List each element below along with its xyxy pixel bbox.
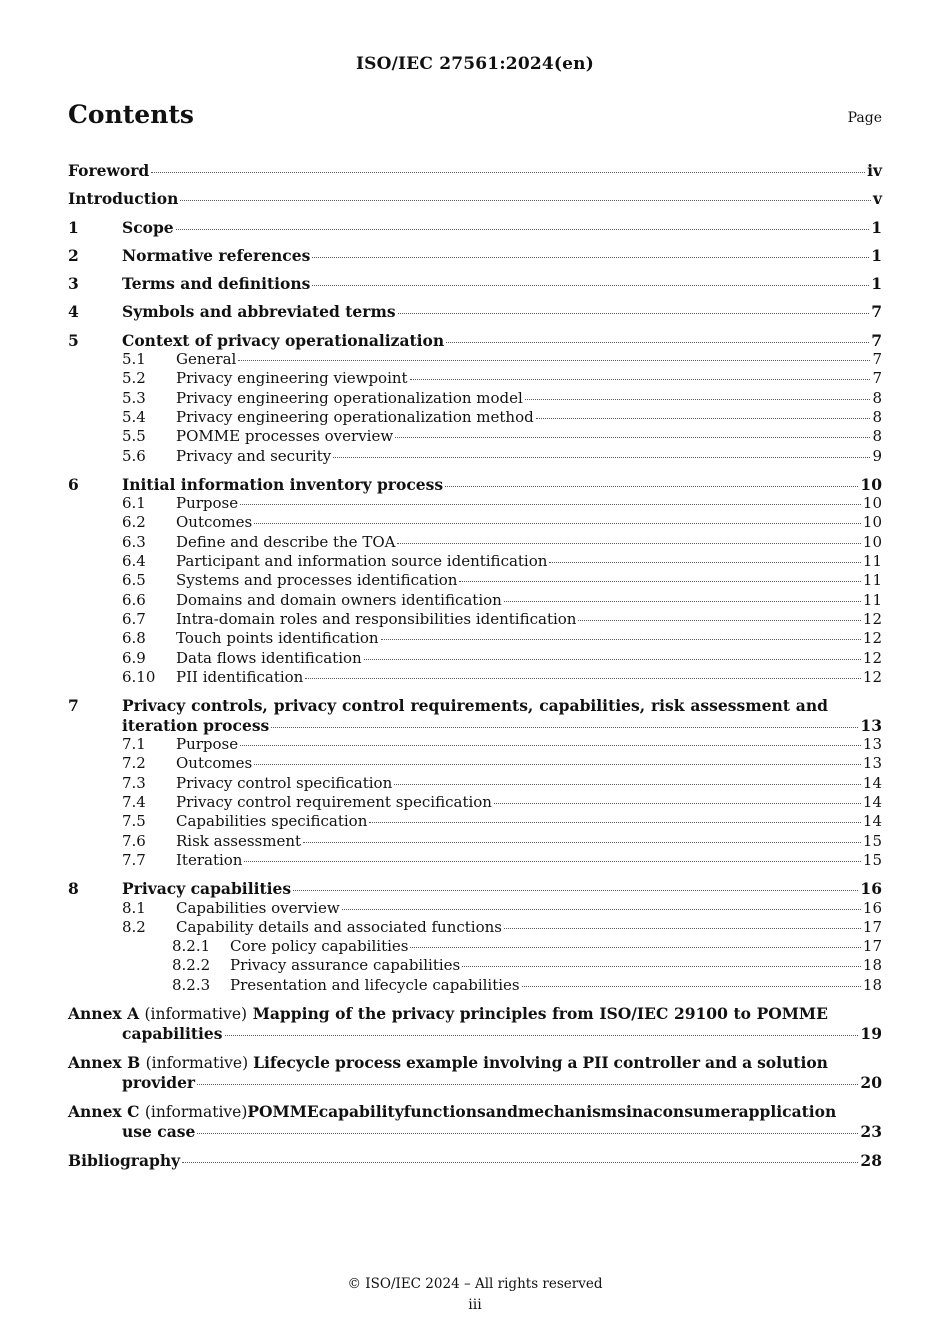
dot-leader xyxy=(151,172,865,173)
dot-leader xyxy=(244,861,860,862)
annex-label xyxy=(68,1102,247,1123)
toc-entry[interactable] xyxy=(68,218,882,237)
toc-entry[interactable] xyxy=(68,189,882,208)
toc-entry[interactable] xyxy=(68,350,882,369)
dot-leader xyxy=(254,764,861,765)
toc-entry[interactable] xyxy=(68,552,882,571)
toc-entry-page: 10 xyxy=(862,532,882,551)
toc-entry[interactable] xyxy=(68,735,882,754)
toc-entry-title: Purpose xyxy=(176,494,239,513)
dot-leader xyxy=(312,257,869,258)
title-word: requirements, xyxy=(410,696,534,716)
toc-entry-page: 9 xyxy=(872,446,882,465)
toc-entry-number: 3 xyxy=(68,274,79,294)
toc-entry-number: 7.5 xyxy=(122,812,146,831)
annex-letter: Annex A xyxy=(68,1003,140,1023)
toc-entry-page: 7 xyxy=(872,369,882,388)
toc-entry-page: 17 xyxy=(862,917,882,936)
toc-entry[interactable] xyxy=(68,668,882,687)
dot-leader xyxy=(504,928,861,929)
dot-leader xyxy=(240,504,861,505)
toc-entry-title: Intra-domain roles and responsibilities identification xyxy=(176,609,577,628)
dot-leader xyxy=(445,486,858,487)
toc-entry-title: Iteration xyxy=(176,850,243,869)
title-word: capabilities, xyxy=(539,696,646,716)
toc-entry-page: 7 xyxy=(871,330,882,350)
toc-entry-page: 1 xyxy=(871,245,882,265)
toc-entry-number: 6 xyxy=(68,474,79,494)
toc-entry-page: 16 xyxy=(860,879,882,899)
toc-entry-page: 1 xyxy=(871,217,882,237)
toc-entry[interactable] xyxy=(68,754,882,773)
title-word: Lifecycle xyxy=(253,1052,331,1072)
toc-entry-section-7[interactable] xyxy=(68,696,882,735)
toc-entry-title-line2 xyxy=(68,1122,882,1142)
dot-leader xyxy=(410,379,871,380)
title-word: a xyxy=(742,1052,753,1072)
toc-entry[interactable] xyxy=(68,774,882,793)
dot-leader xyxy=(369,822,861,823)
title-word: example xyxy=(406,1052,479,1072)
table-of-contents xyxy=(68,152,882,1170)
toc-entry-number: 7.2 xyxy=(122,754,146,773)
toc-entry[interactable] xyxy=(68,274,882,293)
dot-leader xyxy=(522,986,861,987)
title-word: controls, xyxy=(191,696,268,716)
dot-leader xyxy=(240,745,861,746)
title-word: ISO/IEC xyxy=(599,1003,669,1023)
title-word: Privacy xyxy=(122,696,186,716)
toc-entry-title: Systems and processes identification xyxy=(176,571,458,590)
toc-entry-title: Bibliography xyxy=(68,1150,181,1170)
toc-entry[interactable] xyxy=(68,369,882,388)
toc-entry-number: 4 xyxy=(68,302,79,322)
toc-entry-title: iteration process xyxy=(122,715,270,735)
toc-entry-page: 10 xyxy=(860,474,882,494)
toc-entry-number: 8.2 xyxy=(122,917,146,936)
toc-entry-title: Core policy capabilities xyxy=(230,937,409,956)
toc-entry-page: 11 xyxy=(862,590,882,609)
toc-entry-title: Capabilities overview xyxy=(176,898,340,917)
dot-leader xyxy=(312,285,869,286)
toc-entry[interactable] xyxy=(68,331,882,350)
title-word: involving xyxy=(483,1052,563,1072)
toc-entry-number: 7.7 xyxy=(122,850,146,869)
toc-entry-title: PII identification xyxy=(176,667,304,686)
toc-entry-page: 18 xyxy=(862,975,882,994)
dot-leader xyxy=(459,581,860,582)
dot-leader xyxy=(176,229,870,230)
toc-entry-title: Data flows identification xyxy=(176,648,362,667)
toc-entry-number: 7.3 xyxy=(122,773,146,792)
toc-entry-title: Presentation and lifecycle capabilities xyxy=(230,975,520,994)
dot-leader xyxy=(504,601,861,602)
annex-type: (informative) xyxy=(145,1053,249,1072)
dot-leader xyxy=(397,543,860,544)
title-word: from xyxy=(552,1003,594,1023)
toc-entry-title-line1 xyxy=(68,1102,882,1123)
toc-entry-number: 8.1 xyxy=(122,898,146,917)
toc-entry-page: 16 xyxy=(862,898,882,917)
toc-entry-title: POMME processes overview xyxy=(176,427,394,446)
toc-entry-page: 15 xyxy=(862,831,882,850)
title-word: to xyxy=(733,1003,751,1023)
toc-entry-number: 5.6 xyxy=(122,446,146,465)
toc-entry-number: 7.6 xyxy=(122,831,146,850)
toc-entry-page: iv xyxy=(867,161,882,180)
toc-entry[interactable] xyxy=(68,533,882,552)
dot-leader xyxy=(446,342,869,343)
toc-entry-page: 14 xyxy=(862,812,882,831)
dot-leader xyxy=(180,200,871,201)
toc-entry-page: 11 xyxy=(862,552,882,571)
toc-entry-number: 7.1 xyxy=(122,735,146,754)
toc-entry-page: 13 xyxy=(860,715,882,735)
title-word: solution xyxy=(757,1052,828,1072)
toc-entry-page: 20 xyxy=(860,1073,882,1093)
dot-leader xyxy=(462,966,861,967)
toc-entry[interactable] xyxy=(68,246,882,265)
toc-entry-page: 13 xyxy=(862,754,882,773)
toc-entry-title: Capabilities specification xyxy=(176,812,368,831)
toc-entry-title: Context of privacy operationalization xyxy=(122,330,445,350)
toc-entry-title: Participant and information source identification xyxy=(176,552,548,571)
dot-leader xyxy=(342,909,861,910)
dot-leader xyxy=(394,784,861,785)
toc-entry[interactable] xyxy=(68,408,882,427)
toc-entry[interactable] xyxy=(68,976,882,995)
copyright-footer: © ISO/IEC 2024 – All rights reserved xyxy=(347,1276,603,1292)
toc-entry-number: 1 xyxy=(68,217,79,237)
toc-entry-title: Outcomes xyxy=(176,513,253,532)
toc-entry-title: capabilities xyxy=(122,1024,223,1044)
toc-entry-page: 7 xyxy=(871,302,882,322)
document-header: ISO/IEC 27561:2024(en) xyxy=(355,54,594,74)
title-word: a xyxy=(643,1101,654,1121)
page-column-label: Page xyxy=(847,110,882,126)
toc-entry-number: 5.2 xyxy=(122,369,146,388)
toc-entry-title: General xyxy=(176,350,237,369)
toc-entry-number: 6.10 xyxy=(122,667,156,686)
annex-type: (informative) xyxy=(144,1004,248,1023)
toc-entry-page: 1 xyxy=(871,274,882,294)
toc-entry[interactable] xyxy=(68,956,882,975)
toc-entry-page: 15 xyxy=(862,850,882,869)
toc-entry-page: 12 xyxy=(862,667,882,686)
toc-entry-title: Privacy engineering operationalization model xyxy=(176,388,523,407)
toc-entry-number: 6.1 xyxy=(122,494,146,513)
toc-entry-page: 23 xyxy=(860,1122,882,1142)
title-word: and xyxy=(485,1101,518,1121)
toc-entry-page: 12 xyxy=(862,629,882,648)
title-word: functions xyxy=(403,1101,486,1121)
title-word: mechanisms xyxy=(517,1101,626,1121)
title-word: privacy xyxy=(273,696,337,716)
dot-leader xyxy=(536,418,871,419)
toc-entry[interactable] xyxy=(68,899,882,918)
toc-entry[interactable] xyxy=(68,649,882,668)
title-word: privacy xyxy=(391,1003,455,1023)
toc-entry-title: Capability details and associated functions xyxy=(176,917,502,936)
annex-letter: Annex C xyxy=(68,1101,140,1121)
dot-leader xyxy=(225,1035,859,1036)
toc-entry-page: 8 xyxy=(872,407,882,426)
toc-entry-page: 14 xyxy=(862,773,882,792)
dot-leader xyxy=(305,678,861,679)
toc-entry-number: 6.9 xyxy=(122,648,146,667)
dot-leader xyxy=(549,562,860,563)
dot-leader xyxy=(410,947,860,948)
title-word: the xyxy=(357,1003,387,1023)
toc-entry-title: Normative references xyxy=(122,245,311,265)
dot-leader xyxy=(398,313,870,314)
title-word: controller xyxy=(613,1052,701,1072)
toc-entry-annex-a[interactable] xyxy=(68,1004,882,1044)
toc-entry-title: Privacy capabilities xyxy=(122,879,292,899)
toc-entry-page: v xyxy=(872,189,882,209)
dot-leader xyxy=(381,639,861,640)
title-word: Mapping xyxy=(252,1003,330,1023)
toc-entry[interactable] xyxy=(68,591,882,610)
toc-entry-title: Define and describe the TOA xyxy=(176,532,396,551)
toc-entry-title-line2 xyxy=(68,716,882,736)
title-word: a xyxy=(567,1052,578,1072)
toc-entry-title: Risk assessment xyxy=(176,831,302,850)
toc-entry-number: 8.2.1 xyxy=(172,937,211,956)
toc-entry[interactable] xyxy=(68,832,882,851)
toc-entry-title: Introduction xyxy=(68,189,179,209)
toc-entry[interactable] xyxy=(68,571,882,590)
title-word: process xyxy=(334,1052,402,1072)
toc-entry[interactable] xyxy=(68,161,882,180)
dot-leader xyxy=(197,1133,858,1134)
toc-entry-number: 8.2.2 xyxy=(172,956,211,975)
title-word: POMME xyxy=(756,1003,828,1023)
toc-entry-title: Privacy engineering operationalization method xyxy=(176,407,534,426)
toc-entry-page: 10 xyxy=(862,513,882,532)
toc-entry-title: Privacy engineering viewpoint xyxy=(176,369,408,388)
toc-entry-title: Privacy control requirement specification xyxy=(176,793,492,812)
dot-leader xyxy=(182,1162,858,1163)
toc-entry[interactable] xyxy=(68,812,882,831)
toc-entry[interactable] xyxy=(68,918,882,937)
toc-entry-number: 6.7 xyxy=(122,609,146,628)
toc-entry-number: 6.6 xyxy=(122,590,146,609)
toc-entry-page: 12 xyxy=(862,609,882,628)
toc-entry[interactable] xyxy=(68,302,882,321)
toc-entry[interactable] xyxy=(68,447,882,466)
toc-entry-page: 28 xyxy=(860,1150,882,1170)
title-word: capability xyxy=(318,1101,404,1121)
dot-leader xyxy=(578,620,860,621)
toc-entry-title-line1 xyxy=(68,1053,882,1074)
title-word: and xyxy=(795,696,828,716)
title-word: control xyxy=(341,696,405,716)
toc-entry-number: 6.8 xyxy=(122,629,146,648)
dot-leader xyxy=(197,1084,858,1085)
toc-entry-number: 5.1 xyxy=(122,350,146,369)
toc-entry-title: Terms and definitions xyxy=(122,274,311,294)
dot-leader xyxy=(364,659,861,660)
title-word: PII xyxy=(582,1052,609,1072)
toc-entry-title: Purpose xyxy=(176,735,239,754)
dot-leader xyxy=(525,399,871,400)
toc-entry-page: 17 xyxy=(862,937,882,956)
title-word: consumer xyxy=(653,1101,739,1121)
toc-entry[interactable] xyxy=(68,389,882,408)
toc-entry[interactable] xyxy=(68,851,882,870)
dot-leader xyxy=(395,437,870,438)
toc-entry-page: 10 xyxy=(862,494,882,513)
toc-entry[interactable] xyxy=(68,513,882,532)
dot-leader xyxy=(333,457,870,458)
toc-entry-page: 11 xyxy=(862,571,882,590)
dot-leader xyxy=(303,842,861,843)
toc-entry-title-line2 xyxy=(68,1073,882,1093)
toc-entry-number: 6.4 xyxy=(122,552,146,571)
toc-entry[interactable] xyxy=(68,1151,882,1170)
toc-entry-number: 5 xyxy=(68,330,79,350)
toc-entry[interactable] xyxy=(68,937,882,956)
dot-leader xyxy=(494,803,861,804)
toc-entry-title: Symbols and abbreviated terms xyxy=(122,302,396,322)
toc-entry-number: 8.2.3 xyxy=(172,975,211,994)
toc-entry-title: Foreword xyxy=(68,161,150,180)
toc-entry[interactable] xyxy=(68,494,882,513)
dot-leader xyxy=(254,523,861,524)
toc-entry-number: 7 xyxy=(68,696,79,716)
title-word: POMME xyxy=(247,1101,319,1121)
title-word: 29100 xyxy=(673,1003,728,1023)
page-number: iii xyxy=(468,1297,482,1313)
contents-title: Contents xyxy=(68,100,195,129)
toc-entry-title: Initial information inventory process xyxy=(122,474,444,494)
annex-label xyxy=(68,1053,248,1074)
toc-entry[interactable] xyxy=(68,427,882,446)
dot-leader xyxy=(293,890,858,891)
toc-entry-number: 2 xyxy=(68,245,79,265)
toc-entry-title: Scope xyxy=(122,217,174,237)
toc-entry-number: 6.3 xyxy=(122,532,146,551)
toc-entry-page: 19 xyxy=(860,1024,882,1044)
toc-entry[interactable] xyxy=(68,610,882,629)
title-word: application xyxy=(738,1101,837,1121)
title-word: risk xyxy=(650,696,685,716)
toc-entry-title-line2 xyxy=(68,1024,882,1044)
toc-entry-page: 7 xyxy=(872,350,882,369)
toc-entry-title-line1 xyxy=(68,1004,882,1025)
dot-leader xyxy=(271,727,858,728)
toc-entry-page: 18 xyxy=(862,956,882,975)
toc-entry-number: 6.2 xyxy=(122,513,146,532)
title-word: and xyxy=(704,1052,738,1072)
toc-entry-title: Privacy and security xyxy=(176,446,332,465)
toc-entry-title: Outcomes xyxy=(176,754,253,773)
toc-entry-page: 8 xyxy=(872,388,882,407)
toc-entry-title: Touch points identification xyxy=(176,629,379,648)
annex-label xyxy=(68,1004,247,1025)
toc-entry[interactable] xyxy=(68,879,882,898)
toc-entry-title: Domains and domain owners identification xyxy=(176,590,502,609)
toc-entry-title: provider xyxy=(122,1073,196,1093)
toc-entry[interactable] xyxy=(68,475,882,494)
toc-entry-number: 5.4 xyxy=(122,407,146,426)
toc-entry[interactable] xyxy=(68,793,882,812)
toc-entry-title: Privacy control specification xyxy=(176,773,393,792)
toc-entry-title-line1 xyxy=(68,696,882,716)
toc-entry-annex-c[interactable] xyxy=(68,1102,882,1142)
toc-entry-title: use case xyxy=(122,1122,196,1142)
toc-entry-number: 5.5 xyxy=(122,427,146,446)
toc-entry-annex-b[interactable] xyxy=(68,1053,882,1093)
title-word: assessment xyxy=(690,696,790,716)
toc-entry-number: 7.4 xyxy=(122,793,146,812)
toc-entry-page: 14 xyxy=(862,793,882,812)
dot-leader xyxy=(238,360,870,361)
title-word: of xyxy=(335,1003,353,1023)
title-word: principles xyxy=(459,1003,547,1023)
toc-entry-number: 8 xyxy=(68,879,79,899)
annex-type: (informative) xyxy=(144,1102,248,1121)
title-word: in xyxy=(625,1101,644,1121)
toc-entry-number: 5.3 xyxy=(122,388,146,407)
toc-entry-page: 8 xyxy=(872,427,882,446)
toc-entry-page: 13 xyxy=(862,735,882,754)
toc-entry[interactable] xyxy=(68,629,882,648)
toc-entry-number: 6.5 xyxy=(122,571,146,590)
annex-letter: Annex B xyxy=(68,1052,141,1072)
toc-entry-page: 12 xyxy=(862,648,882,667)
toc-entry-title: Privacy assurance capabilities xyxy=(230,956,461,975)
